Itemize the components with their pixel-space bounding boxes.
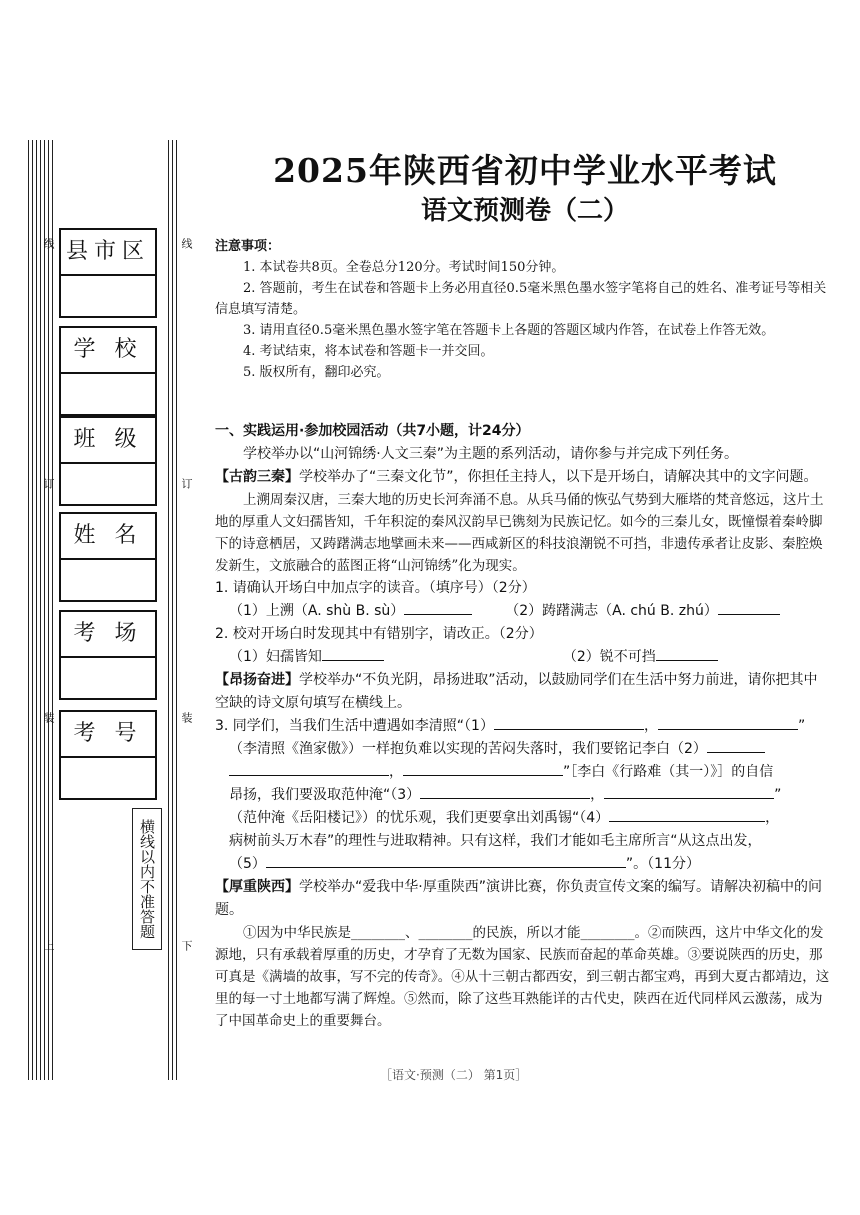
answer-blank[interactable]: [494, 715, 644, 730]
answer-blank[interactable]: [266, 853, 626, 868]
field-room: [59, 610, 157, 700]
section-1: [215, 420, 830, 1032]
q2-item-a: （1）妇孺皆知: [229, 649, 322, 665]
question-3-line-4: 昂扬，我们要汲取范仲淹“（3） ， ”: [215, 784, 830, 807]
part-tag: 【古韵三秦】: [215, 469, 299, 485]
q3-text: （5）: [229, 856, 266, 872]
question-3-line-5: （范仲淹《岳阳楼记》）的忧乐观，我们更要拿出刘禹锡“（4） ，: [215, 807, 830, 830]
field-label: 考 号: [61, 712, 155, 758]
field-label: 学 校: [61, 328, 155, 374]
q1-option-b: （2）踌躇满志（A. chú B. zhú）: [505, 603, 718, 619]
note-item: 1. 本试卷共8页。全卷总分120分。考试时间150分钟。: [243, 260, 565, 275]
answer-blank[interactable]: [656, 646, 718, 661]
answer-blank[interactable]: [609, 807, 765, 822]
answer-blank[interactable]: [718, 600, 780, 615]
page-footer: ［语文·预测（二） 第1页］: [380, 1068, 528, 1082]
question-2: 2. 校对开场白时发现其中有错别字，请改正。（2分）: [215, 626, 543, 642]
side-mark-xian-right: 线: [180, 238, 193, 249]
field-county: [59, 228, 157, 318]
q3-text: （范仲淹《岳阳楼记》）的忧乐观，我们更要拿出刘禹锡“（4）: [229, 810, 610, 826]
q3-text: （李清照《渔家傲》）一样抱负难以实现的苦闷失落时，我们要铭记李白（2）: [229, 741, 707, 757]
field-class: [59, 416, 157, 506]
field-blank[interactable]: [61, 658, 155, 698]
note-item: 3. 请用直径0.5毫米黑色墨水签字笔在答题卡上各题的答题区域内作答，在试卷上作答无效。: [243, 323, 775, 338]
binding-strip: [28, 140, 205, 1080]
q3-text: ”。（11分）: [625, 856, 700, 872]
field-label: 班 级: [61, 418, 155, 464]
part-tag: 【厚重陕西】: [215, 879, 299, 895]
answer-blank[interactable]: [420, 784, 590, 799]
question-3-line-6: 病树前头万木春”的理性与进取精神。只有这样，我们才能如毛主席所言“从这点出发，: [229, 833, 762, 849]
question-3-line-1: 3. 同学们，当我们生活中遭遇如李清照“（1） ， ”: [215, 715, 830, 738]
answer-blank[interactable]: [403, 761, 563, 776]
opening-passage: 上溯周秦汉唐，三秦大地的历史长河奔涌不息。从兵马俑的恢弘气势到大雁塔的梵音悠远，这片土地的厚重人文妇孺皆知，千年积淀的秦风汉韵早已镌刻为民族记忆。如今的三秦儿女，既憧憬着秦岭脚下的诗意栖居，又踌躇满志地擘画未来——西咸新区的科技浪潮锐不可挡，非遗传承者让皮影、秦腔焕发新生，文旅融合的蓝图正将“山河锦绣”化为现实。: [215, 492, 824, 574]
part-text: 学校举办“不负光阴，昂扬进取”活动，以鼓励同学们在生活中努力前进，请你把其中空缺的诗文原句填写在横线上。: [215, 672, 818, 711]
draft-passage: ①因为中华民族是________、________的民族，所以才能________。②而陕西，这片中华文化的发源地，只有承载着厚重的历史，才孕育了无数为国家、民族而奋起的革命英雄。③要说陕西的历史，那可真是《满墙的故事，写不完的传奇》。④从十三朝古都西安，到三朝古都宝鸡，再到大夏古都靖边，这里的每一寸土地都写满了辉煌。⑤然而，除了这些耳熟能详的古代史，陕西在近代同样风云激荡，成为了中国革命史上的重要舞台。: [215, 925, 830, 1029]
field-blank[interactable]: [61, 464, 155, 504]
side-mark-xia: 下: [180, 940, 193, 951]
part-tag: 【昂扬奋进】: [215, 672, 299, 688]
part-hou-zhong: [215, 876, 830, 922]
field-number: [59, 710, 157, 800]
answer-blank[interactable]: [322, 646, 384, 661]
q3-text: 昂扬，我们要汲取范仲淹“（3）: [229, 787, 421, 803]
field-blank[interactable]: [61, 758, 155, 798]
field-label: 县市区: [61, 230, 155, 276]
part-ang-yang: [215, 669, 830, 715]
field-label: 姓 名: [61, 514, 155, 560]
answer-blank[interactable]: [229, 761, 389, 776]
part-gu-yun: [215, 466, 830, 489]
part-text: 学校举办“爱我中华·厚重陕西”演讲比赛，你负责宣传文案的编写。请解决初稿中的问题。: [215, 879, 822, 918]
q1-option-a: （1）上溯（A. shù B. sù）: [229, 603, 405, 619]
note-item: 5. 版权所有，翻印必究。: [243, 365, 390, 380]
side-mark-ding: 订: [42, 478, 55, 489]
q2-item-b: （2）锐不可挡: [562, 649, 656, 665]
answer-blank[interactable]: [404, 600, 472, 615]
question-3-line-7: [215, 853, 830, 876]
side-mark-shang: 上: [42, 940, 55, 951]
q3-text: 3. 同学们，当我们生活中遭遇如李清照“（1）: [215, 718, 494, 734]
exam-subtitle: 语文预测卷（二）: [420, 196, 629, 226]
exam-title: 2025年陕西省初中学业水平考试: [273, 151, 777, 190]
q3-text: ”［李白《行路难（其一）》］的自信: [563, 764, 774, 780]
side-mark-ding-right: 订: [180, 478, 193, 489]
question-1: 1. 请确认开场白中加点字的读音。（填序号）（2分）: [215, 580, 536, 596]
question-2-options: [215, 646, 830, 669]
field-blank[interactable]: [61, 276, 155, 316]
section-intro: 学校举办以“山河锦绣·人文三秦”为主题的系列活动，请你参与并完成下列任务。: [243, 446, 738, 462]
answer-blank[interactable]: [707, 738, 765, 753]
question-1-options: [215, 600, 830, 623]
note-item: 2. 答题前，考生在试卷和答题卡上务必用直径0.5毫米黑色墨水签字笔将自己的姓名、准考证号等相关信息填写清楚。: [215, 281, 827, 317]
side-mark-zhuang: 装: [42, 712, 55, 723]
side-mark-xian: 线: [42, 238, 55, 249]
question-3-line-2: [215, 738, 830, 761]
answer-blank[interactable]: [658, 715, 798, 730]
side-mark-zhuang-right: 装: [180, 712, 193, 723]
note-item: 4. 考试结束，将本试卷和答题卡一并交回。: [243, 344, 494, 359]
field-label: 考 场: [61, 612, 155, 658]
no-answer-notice: 横线以内不准答题: [132, 808, 162, 950]
section-heading: 一、实践运用·参加校园活动（共7小题，计24分）: [215, 423, 530, 439]
part-text: 学校举办了“三秦文化节”，你担任主持人，以下是开场白，请解决其中的文字问题。: [299, 469, 818, 485]
question-3-line-3: ， ”［李白《行路难（其一）》］的自信: [215, 761, 830, 784]
field-name: [59, 512, 157, 602]
answer-blank[interactable]: [604, 784, 774, 799]
field-school: [59, 326, 157, 416]
notes-heading: 注意事项：: [215, 239, 281, 254]
exam-notes: [215, 236, 830, 383]
field-blank[interactable]: [61, 374, 155, 414]
field-blank[interactable]: [61, 560, 155, 600]
